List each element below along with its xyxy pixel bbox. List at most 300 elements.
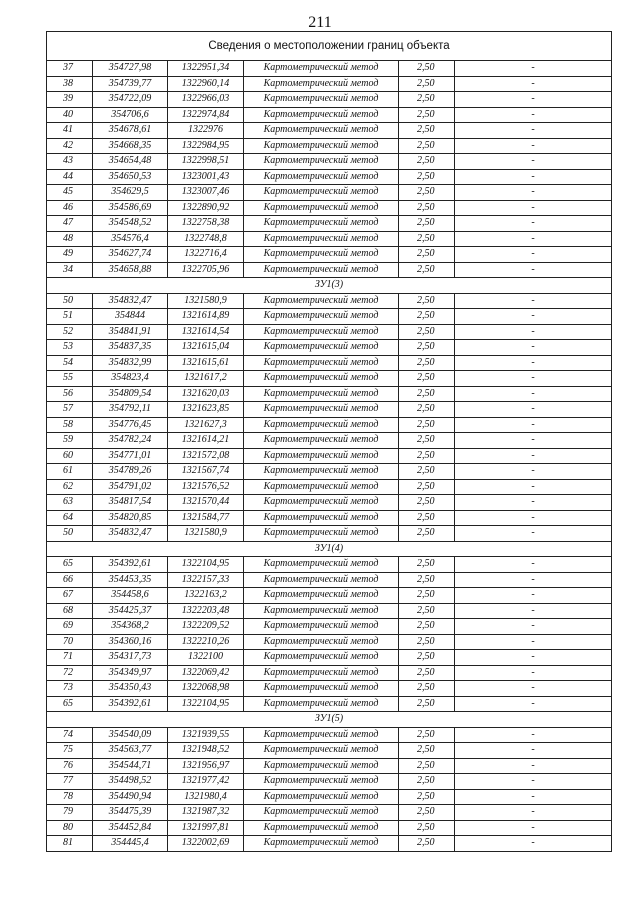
x-coordinate-cell: 354771,01	[93, 448, 168, 464]
method-cell: Картометрический метод	[244, 727, 399, 743]
description-cell: -	[455, 200, 612, 216]
point-number-cell: 68	[47, 603, 93, 619]
x-coordinate-cell: 354544,71	[93, 758, 168, 774]
accuracy-cell: 2,50	[399, 510, 455, 526]
point-number-cell: 49	[47, 247, 93, 263]
x-coordinate-cell: 354832,47	[93, 526, 168, 542]
table-row	[47, 61, 612, 77]
x-coordinate-cell: 354832,99	[93, 355, 168, 371]
description-cell: -	[455, 665, 612, 681]
method-cell: Картометрический метод	[244, 820, 399, 836]
accuracy-cell: 2,50	[399, 386, 455, 402]
accuracy-cell: 2,50	[399, 154, 455, 170]
method-cell: Картометрический метод	[244, 588, 399, 604]
description-cell: -	[455, 324, 612, 340]
y-coordinate-cell: 1321615,04	[168, 340, 244, 356]
method-cell: Картометрический метод	[244, 371, 399, 387]
accuracy-cell: 2,50	[399, 185, 455, 201]
x-coordinate-cell: 354706,6	[93, 107, 168, 123]
description-cell: -	[455, 464, 612, 480]
method-cell: Картометрический метод	[244, 774, 399, 790]
y-coordinate-cell: 1322100	[168, 650, 244, 666]
point-number-cell: 45	[47, 185, 93, 201]
accuracy-cell: 2,50	[399, 495, 455, 511]
point-number-cell: 79	[47, 805, 93, 821]
method-cell: Картометрический метод	[244, 836, 399, 852]
x-coordinate-cell: 354820,85	[93, 510, 168, 526]
x-coordinate-cell: 354586,69	[93, 200, 168, 216]
point-number-cell: 67	[47, 588, 93, 604]
point-number-cell: 34	[47, 262, 93, 278]
accuracy-cell: 2,50	[399, 696, 455, 712]
y-coordinate-cell: 1321584,77	[168, 510, 244, 526]
y-coordinate-cell: 1322890,92	[168, 200, 244, 216]
accuracy-cell: 2,50	[399, 76, 455, 92]
y-coordinate-cell: 1322203,48	[168, 603, 244, 619]
description-cell: -	[455, 402, 612, 418]
table-row	[47, 386, 612, 402]
description-cell: -	[455, 92, 612, 108]
accuracy-cell: 2,50	[399, 464, 455, 480]
y-coordinate-cell: 1322068,98	[168, 681, 244, 697]
table-row	[47, 727, 612, 743]
accuracy-cell: 2,50	[399, 402, 455, 418]
description-cell: -	[455, 557, 612, 573]
accuracy-cell: 2,50	[399, 262, 455, 278]
table-row	[47, 216, 612, 232]
table-row	[47, 262, 612, 278]
y-coordinate-cell: 1322104,95	[168, 557, 244, 573]
y-coordinate-cell: 1322960,14	[168, 76, 244, 92]
description-cell: -	[455, 510, 612, 526]
table-row	[47, 200, 612, 216]
y-coordinate-cell: 1322951,34	[168, 61, 244, 77]
point-number-cell: 60	[47, 448, 93, 464]
method-cell: Картометрический метод	[244, 324, 399, 340]
accuracy-cell: 2,50	[399, 123, 455, 139]
accuracy-cell: 2,50	[399, 355, 455, 371]
accuracy-cell: 2,50	[399, 92, 455, 108]
description-cell: -	[455, 386, 612, 402]
table-row	[47, 696, 612, 712]
x-coordinate-cell: 354837,35	[93, 340, 168, 356]
point-number-cell: 53	[47, 340, 93, 356]
x-coordinate-cell: 354425,37	[93, 603, 168, 619]
method-cell: Картометрический метод	[244, 464, 399, 480]
description-cell: -	[455, 805, 612, 821]
method-cell: Картометрический метод	[244, 76, 399, 92]
description-cell: -	[455, 371, 612, 387]
accuracy-cell: 2,50	[399, 417, 455, 433]
description-cell: -	[455, 154, 612, 170]
description-cell: -	[455, 417, 612, 433]
accuracy-cell: 2,50	[399, 557, 455, 573]
method-cell: Картометрический метод	[244, 293, 399, 309]
description-cell: -	[455, 820, 612, 836]
description-cell: -	[455, 169, 612, 185]
y-coordinate-cell: 1323001,43	[168, 169, 244, 185]
accuracy-cell: 2,50	[399, 665, 455, 681]
method-cell: Картометрический метод	[244, 758, 399, 774]
accuracy-cell: 2,50	[399, 681, 455, 697]
table-row	[47, 510, 612, 526]
point-number-cell: 78	[47, 789, 93, 805]
table-row	[47, 479, 612, 495]
description-cell: -	[455, 479, 612, 495]
y-coordinate-cell: 1322984,95	[168, 138, 244, 154]
method-cell: Картометрический метод	[244, 619, 399, 635]
method-cell: Картометрический метод	[244, 200, 399, 216]
point-number-cell: 37	[47, 61, 93, 77]
y-coordinate-cell: 1321614,54	[168, 324, 244, 340]
boundary-coordinates-table	[46, 31, 612, 852]
y-coordinate-cell: 1321614,89	[168, 309, 244, 325]
method-cell: Картометрический метод	[244, 557, 399, 573]
method-cell: Картометрический метод	[244, 603, 399, 619]
x-coordinate-cell: 354791,02	[93, 479, 168, 495]
accuracy-cell: 2,50	[399, 820, 455, 836]
table-row	[47, 665, 612, 681]
section-label: ЗУ1(3)	[47, 278, 612, 294]
point-number-cell: 74	[47, 727, 93, 743]
method-cell: Картометрический метод	[244, 696, 399, 712]
accuracy-cell: 2,50	[399, 603, 455, 619]
description-cell: -	[455, 355, 612, 371]
section-row	[47, 712, 612, 728]
point-number-cell: 64	[47, 510, 93, 526]
x-coordinate-cell: 354823,4	[93, 371, 168, 387]
table-row	[47, 138, 612, 154]
method-cell: Картометрический метод	[244, 681, 399, 697]
table-row	[47, 743, 612, 759]
description-cell: -	[455, 572, 612, 588]
point-number-cell: 62	[47, 479, 93, 495]
y-coordinate-cell: 1321576,52	[168, 479, 244, 495]
table-row	[47, 154, 612, 170]
table-row	[47, 789, 612, 805]
section-label: ЗУ1(4)	[47, 541, 612, 557]
point-number-cell: 40	[47, 107, 93, 123]
description-cell: -	[455, 836, 612, 852]
description-cell: -	[455, 789, 612, 805]
point-number-cell: 59	[47, 433, 93, 449]
description-cell: -	[455, 526, 612, 542]
section-row	[47, 541, 612, 557]
table-row	[47, 619, 612, 635]
x-coordinate-cell: 354841,91	[93, 324, 168, 340]
x-coordinate-cell: 354392,61	[93, 696, 168, 712]
table-row	[47, 417, 612, 433]
accuracy-cell: 2,50	[399, 247, 455, 263]
y-coordinate-cell: 1321614,21	[168, 433, 244, 449]
table-row	[47, 231, 612, 247]
x-coordinate-cell: 354658,88	[93, 262, 168, 278]
method-cell: Картометрический метод	[244, 107, 399, 123]
description-cell: -	[455, 231, 612, 247]
x-coordinate-cell: 354678,61	[93, 123, 168, 139]
table-row	[47, 107, 612, 123]
page-number: 211	[308, 14, 332, 31]
point-number-cell: 58	[47, 417, 93, 433]
table-row	[47, 324, 612, 340]
table-row	[47, 185, 612, 201]
x-coordinate-cell: 354498,52	[93, 774, 168, 790]
y-coordinate-cell: 1322002,69	[168, 836, 244, 852]
accuracy-cell: 2,50	[399, 650, 455, 666]
point-number-cell: 65	[47, 557, 93, 573]
accuracy-cell: 2,50	[399, 634, 455, 650]
x-coordinate-cell: 354392,61	[93, 557, 168, 573]
accuracy-cell: 2,50	[399, 200, 455, 216]
x-coordinate-cell: 354789,26	[93, 464, 168, 480]
accuracy-cell: 2,50	[399, 293, 455, 309]
description-cell: -	[455, 774, 612, 790]
point-number-cell: 47	[47, 216, 93, 232]
accuracy-cell: 2,50	[399, 371, 455, 387]
method-cell: Картометрический метод	[244, 355, 399, 371]
accuracy-cell: 2,50	[399, 588, 455, 604]
method-cell: Картометрический метод	[244, 138, 399, 154]
accuracy-cell: 2,50	[399, 758, 455, 774]
table-row	[47, 123, 612, 139]
x-coordinate-cell: 354452,84	[93, 820, 168, 836]
method-cell: Картометрический метод	[244, 634, 399, 650]
point-number-cell: 51	[47, 309, 93, 325]
y-coordinate-cell: 1322209,52	[168, 619, 244, 635]
x-coordinate-cell: 354650,53	[93, 169, 168, 185]
y-coordinate-cell: 1321977,42	[168, 774, 244, 790]
x-coordinate-cell: 354453,35	[93, 572, 168, 588]
y-coordinate-cell: 1321567,74	[168, 464, 244, 480]
x-coordinate-cell: 354629,5	[93, 185, 168, 201]
accuracy-cell: 2,50	[399, 433, 455, 449]
y-coordinate-cell: 1321570,44	[168, 495, 244, 511]
accuracy-cell: 2,50	[399, 789, 455, 805]
point-number-cell: 81	[47, 836, 93, 852]
point-number-cell: 77	[47, 774, 93, 790]
point-number-cell: 70	[47, 634, 93, 650]
x-coordinate-cell: 354576,4	[93, 231, 168, 247]
y-coordinate-cell: 1322716,4	[168, 247, 244, 263]
accuracy-cell: 2,50	[399, 743, 455, 759]
x-coordinate-cell: 354548,52	[93, 216, 168, 232]
table-row	[47, 448, 612, 464]
y-coordinate-cell: 1322998,51	[168, 154, 244, 170]
description-cell: -	[455, 309, 612, 325]
method-cell: Картометрический метод	[244, 805, 399, 821]
y-coordinate-cell: 1321939,55	[168, 727, 244, 743]
point-number-cell: 73	[47, 681, 93, 697]
table-row	[47, 247, 612, 263]
method-cell: Картометрический метод	[244, 402, 399, 418]
point-number-cell: 55	[47, 371, 93, 387]
method-cell: Картометрический метод	[244, 123, 399, 139]
y-coordinate-cell: 1321615,61	[168, 355, 244, 371]
description-cell: -	[455, 448, 612, 464]
accuracy-cell: 2,50	[399, 805, 455, 821]
table-row	[47, 340, 612, 356]
description-cell: -	[455, 76, 612, 92]
x-coordinate-cell: 354360,16	[93, 634, 168, 650]
x-coordinate-cell: 354722,09	[93, 92, 168, 108]
table-header-row	[47, 32, 612, 61]
method-cell: Картометрический метод	[244, 743, 399, 759]
point-number-cell: 43	[47, 154, 93, 170]
x-coordinate-cell: 354458,6	[93, 588, 168, 604]
table-row	[47, 820, 612, 836]
x-coordinate-cell: 354368,2	[93, 619, 168, 635]
table-row	[47, 495, 612, 511]
table-row	[47, 169, 612, 185]
method-cell: Картометрический метод	[244, 92, 399, 108]
point-number-cell: 76	[47, 758, 93, 774]
table-body	[47, 32, 612, 852]
x-coordinate-cell: 354317,73	[93, 650, 168, 666]
accuracy-cell: 2,50	[399, 774, 455, 790]
y-coordinate-cell: 1321948,52	[168, 743, 244, 759]
y-coordinate-cell: 1322069,42	[168, 665, 244, 681]
point-number-cell: 50	[47, 526, 93, 542]
method-cell: Картометрический метод	[244, 665, 399, 681]
description-cell: -	[455, 61, 612, 77]
accuracy-cell: 2,50	[399, 572, 455, 588]
point-number-cell: 71	[47, 650, 93, 666]
accuracy-cell: 2,50	[399, 309, 455, 325]
description-cell: -	[455, 138, 612, 154]
accuracy-cell: 2,50	[399, 526, 455, 542]
y-coordinate-cell: 1321580,9	[168, 526, 244, 542]
accuracy-cell: 2,50	[399, 448, 455, 464]
y-coordinate-cell: 1321617,2	[168, 371, 244, 387]
description-cell: -	[455, 681, 612, 697]
method-cell: Картометрический метод	[244, 216, 399, 232]
table-row	[47, 588, 612, 604]
description-cell: -	[455, 634, 612, 650]
method-cell: Картометрический метод	[244, 650, 399, 666]
table-header: Сведения о местоположении границ объекта	[47, 32, 612, 61]
table-row	[47, 681, 612, 697]
description-cell: -	[455, 588, 612, 604]
description-cell: -	[455, 340, 612, 356]
point-number-cell: 38	[47, 76, 93, 92]
y-coordinate-cell: 1321580,9	[168, 293, 244, 309]
description-cell: -	[455, 293, 612, 309]
table-row	[47, 758, 612, 774]
method-cell: Картометрический метод	[244, 231, 399, 247]
point-number-cell: 48	[47, 231, 93, 247]
x-coordinate-cell: 354668,35	[93, 138, 168, 154]
method-cell: Картометрический метод	[244, 417, 399, 433]
accuracy-cell: 2,50	[399, 619, 455, 635]
description-cell: -	[455, 619, 612, 635]
section-label: ЗУ1(5)	[47, 712, 612, 728]
y-coordinate-cell: 1322758,38	[168, 216, 244, 232]
table-row	[47, 371, 612, 387]
x-coordinate-cell: 354654,48	[93, 154, 168, 170]
table-row	[47, 76, 612, 92]
method-cell: Картометрический метод	[244, 479, 399, 495]
table-row	[47, 836, 612, 852]
y-coordinate-cell: 1322748,8	[168, 231, 244, 247]
accuracy-cell: 2,50	[399, 727, 455, 743]
table-row	[47, 526, 612, 542]
x-coordinate-cell: 354350,43	[93, 681, 168, 697]
description-cell: -	[455, 495, 612, 511]
description-cell: -	[455, 262, 612, 278]
accuracy-cell: 2,50	[399, 138, 455, 154]
y-coordinate-cell: 1322157,33	[168, 572, 244, 588]
x-coordinate-cell: 354817,54	[93, 495, 168, 511]
y-coordinate-cell: 1321572,08	[168, 448, 244, 464]
y-coordinate-cell: 1322966,03	[168, 92, 244, 108]
x-coordinate-cell: 354739,77	[93, 76, 168, 92]
x-coordinate-cell: 354349,97	[93, 665, 168, 681]
point-number-cell: 54	[47, 355, 93, 371]
method-cell: Картометрический метод	[244, 433, 399, 449]
x-coordinate-cell: 354727,98	[93, 61, 168, 77]
method-cell: Картометрический метод	[244, 61, 399, 77]
x-coordinate-cell: 354809,54	[93, 386, 168, 402]
method-cell: Картометрический метод	[244, 789, 399, 805]
method-cell: Картометрический метод	[244, 448, 399, 464]
method-cell: Картометрический метод	[244, 572, 399, 588]
description-cell: -	[455, 433, 612, 449]
accuracy-cell: 2,50	[399, 61, 455, 77]
point-number-cell: 63	[47, 495, 93, 511]
y-coordinate-cell: 1322974,84	[168, 107, 244, 123]
point-number-cell: 52	[47, 324, 93, 340]
method-cell: Картометрический метод	[244, 526, 399, 542]
method-cell: Картометрический метод	[244, 309, 399, 325]
description-cell: -	[455, 743, 612, 759]
table-row	[47, 464, 612, 480]
y-coordinate-cell: 1321627,3	[168, 417, 244, 433]
point-number-cell: 56	[47, 386, 93, 402]
y-coordinate-cell: 1323007,46	[168, 185, 244, 201]
method-cell: Картометрический метод	[244, 386, 399, 402]
method-cell: Картометрический метод	[244, 247, 399, 263]
point-number-cell: 46	[47, 200, 93, 216]
table-row	[47, 309, 612, 325]
y-coordinate-cell: 1322210,26	[168, 634, 244, 650]
y-coordinate-cell: 1321980,4	[168, 789, 244, 805]
description-cell: -	[455, 247, 612, 263]
description-cell: -	[455, 696, 612, 712]
table-row	[47, 572, 612, 588]
table-row	[47, 805, 612, 821]
table-row	[47, 92, 612, 108]
method-cell: Картометрический метод	[244, 154, 399, 170]
point-number-cell: 75	[47, 743, 93, 759]
description-cell: -	[455, 603, 612, 619]
accuracy-cell: 2,50	[399, 216, 455, 232]
method-cell: Картометрический метод	[244, 262, 399, 278]
x-coordinate-cell: 354832,47	[93, 293, 168, 309]
accuracy-cell: 2,50	[399, 169, 455, 185]
x-coordinate-cell: 354490,94	[93, 789, 168, 805]
x-coordinate-cell: 354475,39	[93, 805, 168, 821]
point-number-cell: 61	[47, 464, 93, 480]
point-number-cell: 57	[47, 402, 93, 418]
y-coordinate-cell: 1321997,81	[168, 820, 244, 836]
description-cell: -	[455, 107, 612, 123]
x-coordinate-cell: 354563,77	[93, 743, 168, 759]
y-coordinate-cell: 1322976	[168, 123, 244, 139]
point-number-cell: 39	[47, 92, 93, 108]
x-coordinate-cell: 354540,09	[93, 727, 168, 743]
point-number-cell: 69	[47, 619, 93, 635]
table-row	[47, 650, 612, 666]
